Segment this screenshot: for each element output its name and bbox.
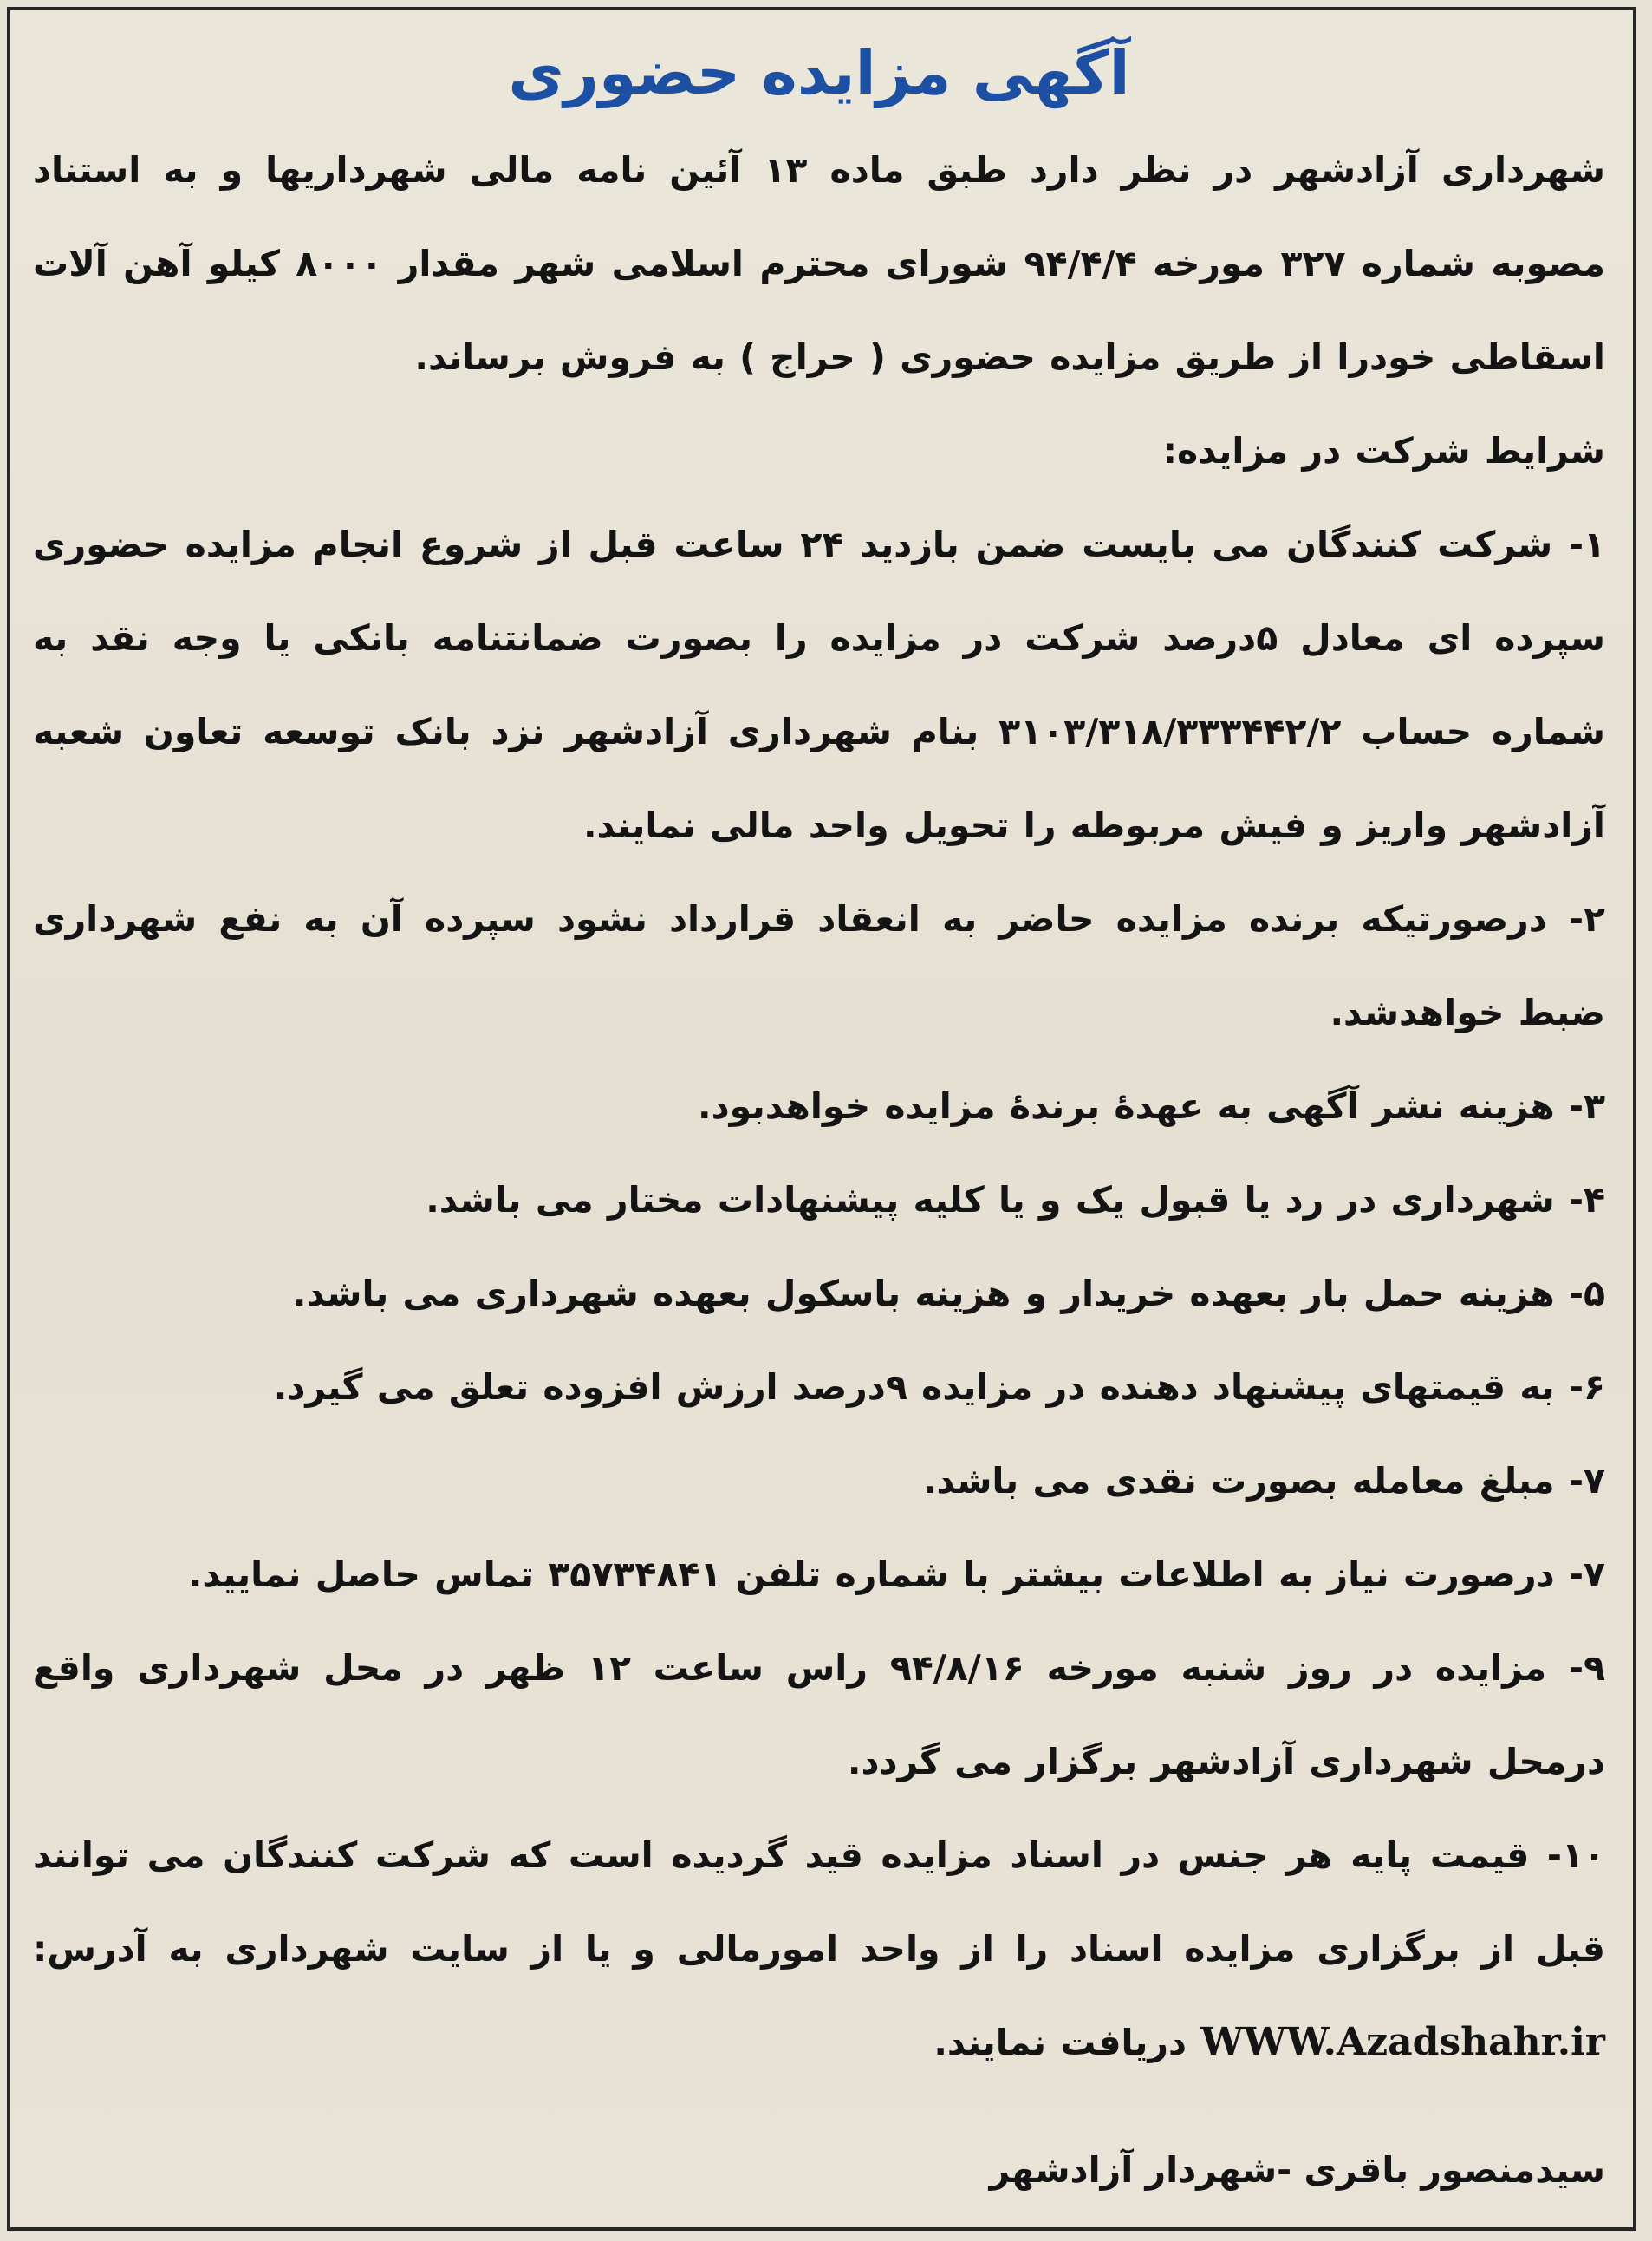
condition-item-3: ۳- هزینه نشر آگهی به عهدۀ برندۀ مزایده خواهدبود. (698, 1085, 1605, 1127)
condition-item-7: ۷- مبلغ معامله بصورت نقدی می باشد. (922, 1460, 1605, 1502)
website-address: WWW.Azadshahr.ir (1200, 2020, 1605, 2064)
notice-content (10, 10, 1633, 2227)
condition-item-9: ۹- مزایده در روز شنبه مورخه ۹۴/۸/۱۶ راس ساعت ۱۲ ظهر در محل شهرداری واقع درمحل شهرداری آزادشهر برگزار می گردد. (33, 1647, 1605, 1782)
condition-item-8: ۷- درصورت نیاز به اطلاعات بیشتر با شماره تلفن ۳۵۷۳۴۸۴۱ تماس حاصل نمایید. (188, 1554, 1605, 1595)
condition-item-5: ۵- هزینه حمل بار بعهده خریدار و هزینه باسکول بعهده شهرداری می باشد. (292, 1273, 1605, 1314)
condition-item-4: ۴- شهرداری در رد یا قبول یک و یا کلیه پیشنهادات مختار می باشد. (426, 1179, 1605, 1221)
condition-item-10-text: ۱۰- قیمت پایه هر جنس در اسناد مزایده قید گردیده است که شرکت کنندگان می توانند قبل از برگزاری مزایده اسناد را از واحد امورمالی و یا از سایت شهرداری به آدرس: (33, 1834, 1605, 1970)
signature-line: سیدمنصور باقری -شهردار آزادشهر (989, 2149, 1605, 2191)
condition-item-10 (33, 1808, 1605, 2089)
notice-box (7, 7, 1636, 2231)
condition-item-10-end: دریافت نمایند. (933, 2022, 1187, 2063)
condition-item-6: ۶- به قیمتهای پیشنهاد دهنده در مزایده ۹درصد ارزش افزوده تعلق می گیرد. (273, 1366, 1605, 1408)
notice-intro: شهرداری آزادشهر در نظر دارد طبق ماده ۱۳ آئین نامه مالی شهرداریها و به استناد مصوبه شماره ۳۲۷ مورخه ۹۴/۴/۴ شورای محترم اسلامی شهر مقدار ۸۰۰۰ کیلو آهن آلات اسقاطی خودرا از طریق مزایده حضوری ( حراج ) به فروش برساند. (33, 149, 1605, 378)
notice-title: آگهی مزایده حضوری (508, 37, 1130, 108)
condition-item-2: ۲- درصورتیکه برنده مزایده حاضر به انعقاد قرارداد نشود سپرده آن به نفع شهرداری ضبط خواهدشد. (33, 898, 1605, 1033)
conditions-heading: شرایط شرکت در مزایده: (1162, 430, 1605, 472)
condition-item-1: ۱- شرکت کنندگان می بایست ضمن بازدید ۲۴ ساعت قبل از شروع انجام مزایده حضوری سپرده ای معادل ۵درصد شرکت در مزایده را بصورت ضمانتنامه بانکی یا وجه نقد به شماره حساب ۳۱۰۳/۳۱۸/۳۳۳۴۴۲/۲ بنام شهرداری آزادشهر نزد بانک توسعه تعاون شعبه آزادشهر واریز و فیش مربوطه را تحویل واحد مالی نمایند. (33, 524, 1605, 846)
